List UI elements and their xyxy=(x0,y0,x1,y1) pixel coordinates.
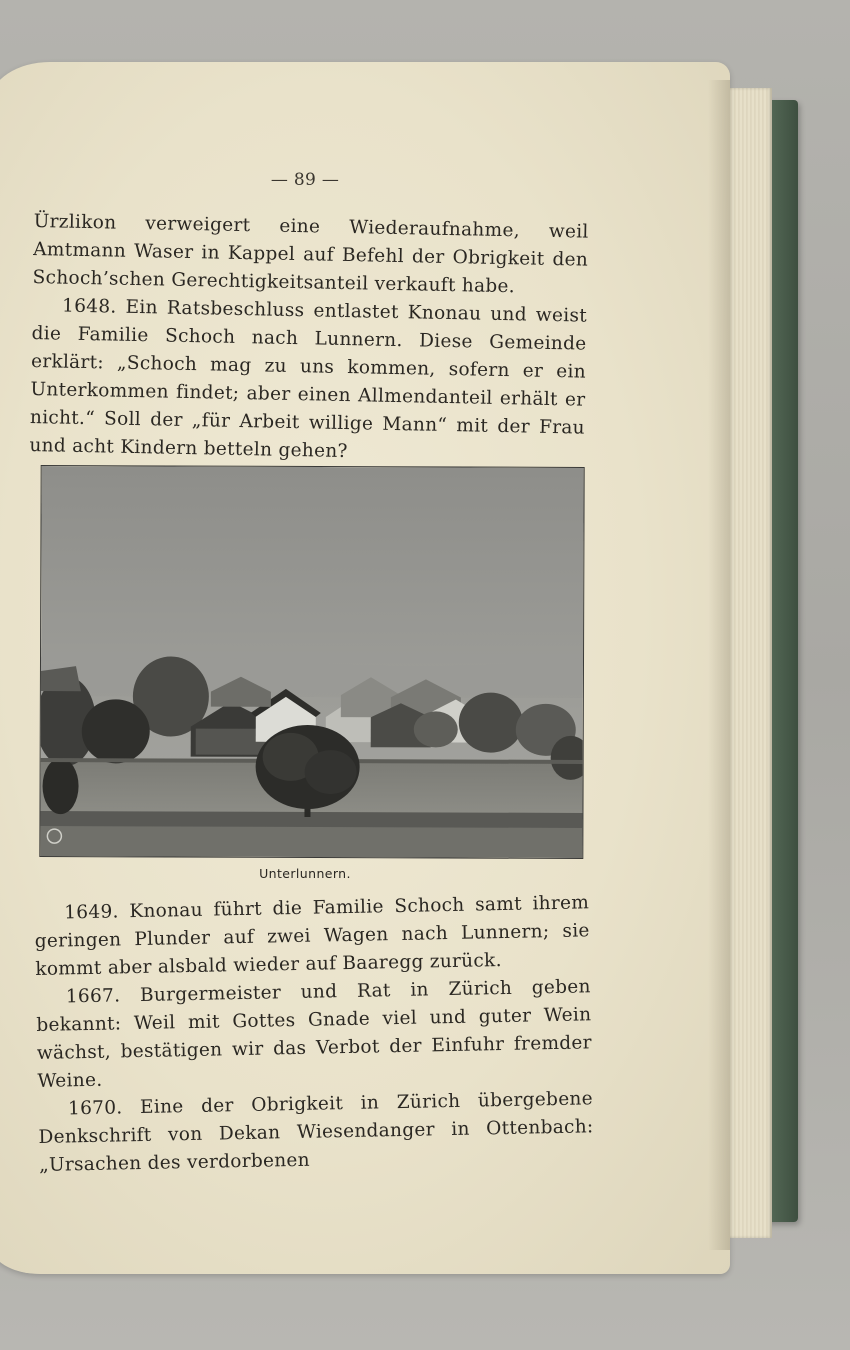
village-photo xyxy=(39,465,584,859)
paragraph: 1648. Ein Ratsbeschluss entlastet Knonau und weist die Familie Schoch nach Lunnern. Diese Gemeinde erklärt: „Schoch mag zu uns kommen, sofern er ein Unterkommen findet; aber einen Allmendanteil erhält er nicht.“ Soll der „für Arbeit willige Mann“ mit der Frau und acht Kindern betteln gehen? xyxy=(29,295,588,463)
paragraph: 1649. Knonau führt die Familie Schoch samt ihrem geringen Plunder auf zwei Wagen nach Lunnern; sie kommt aber alsbald wieder auf Baaregg zurück. xyxy=(34,892,590,980)
paragraph: 1667. Burgermeister und Rat in Zürich geben bekannt: Weil mit Gottes Gnade viel und guter Wein wächst, bestätigen wir das Verbot der Einfuhr fremder Weine. xyxy=(36,976,593,1092)
paragraph: Ürzlikon verweigert eine Wiederaufnahme, weil Amtmann Waser in Kappel auf Befehl der Obrigkeit den Schoch’schen Gerechtigkeitsanteil verkauft habe. xyxy=(32,210,589,298)
page-number: — 89 — xyxy=(270,170,340,190)
text-block-top xyxy=(29,208,589,471)
page-gutter-shadow xyxy=(708,80,730,1250)
figure-caption: Unterlunnern. xyxy=(259,866,351,881)
village-landscape-photo-icon xyxy=(40,466,583,858)
text-block-bottom xyxy=(34,889,594,1180)
paragraph: 1670. Eine der Obrigkeit in Zürich übergebene Denkschrift von Dekan Wiesendanger in Ottenbach: „Ursachen des verdorbenen xyxy=(38,1088,594,1176)
